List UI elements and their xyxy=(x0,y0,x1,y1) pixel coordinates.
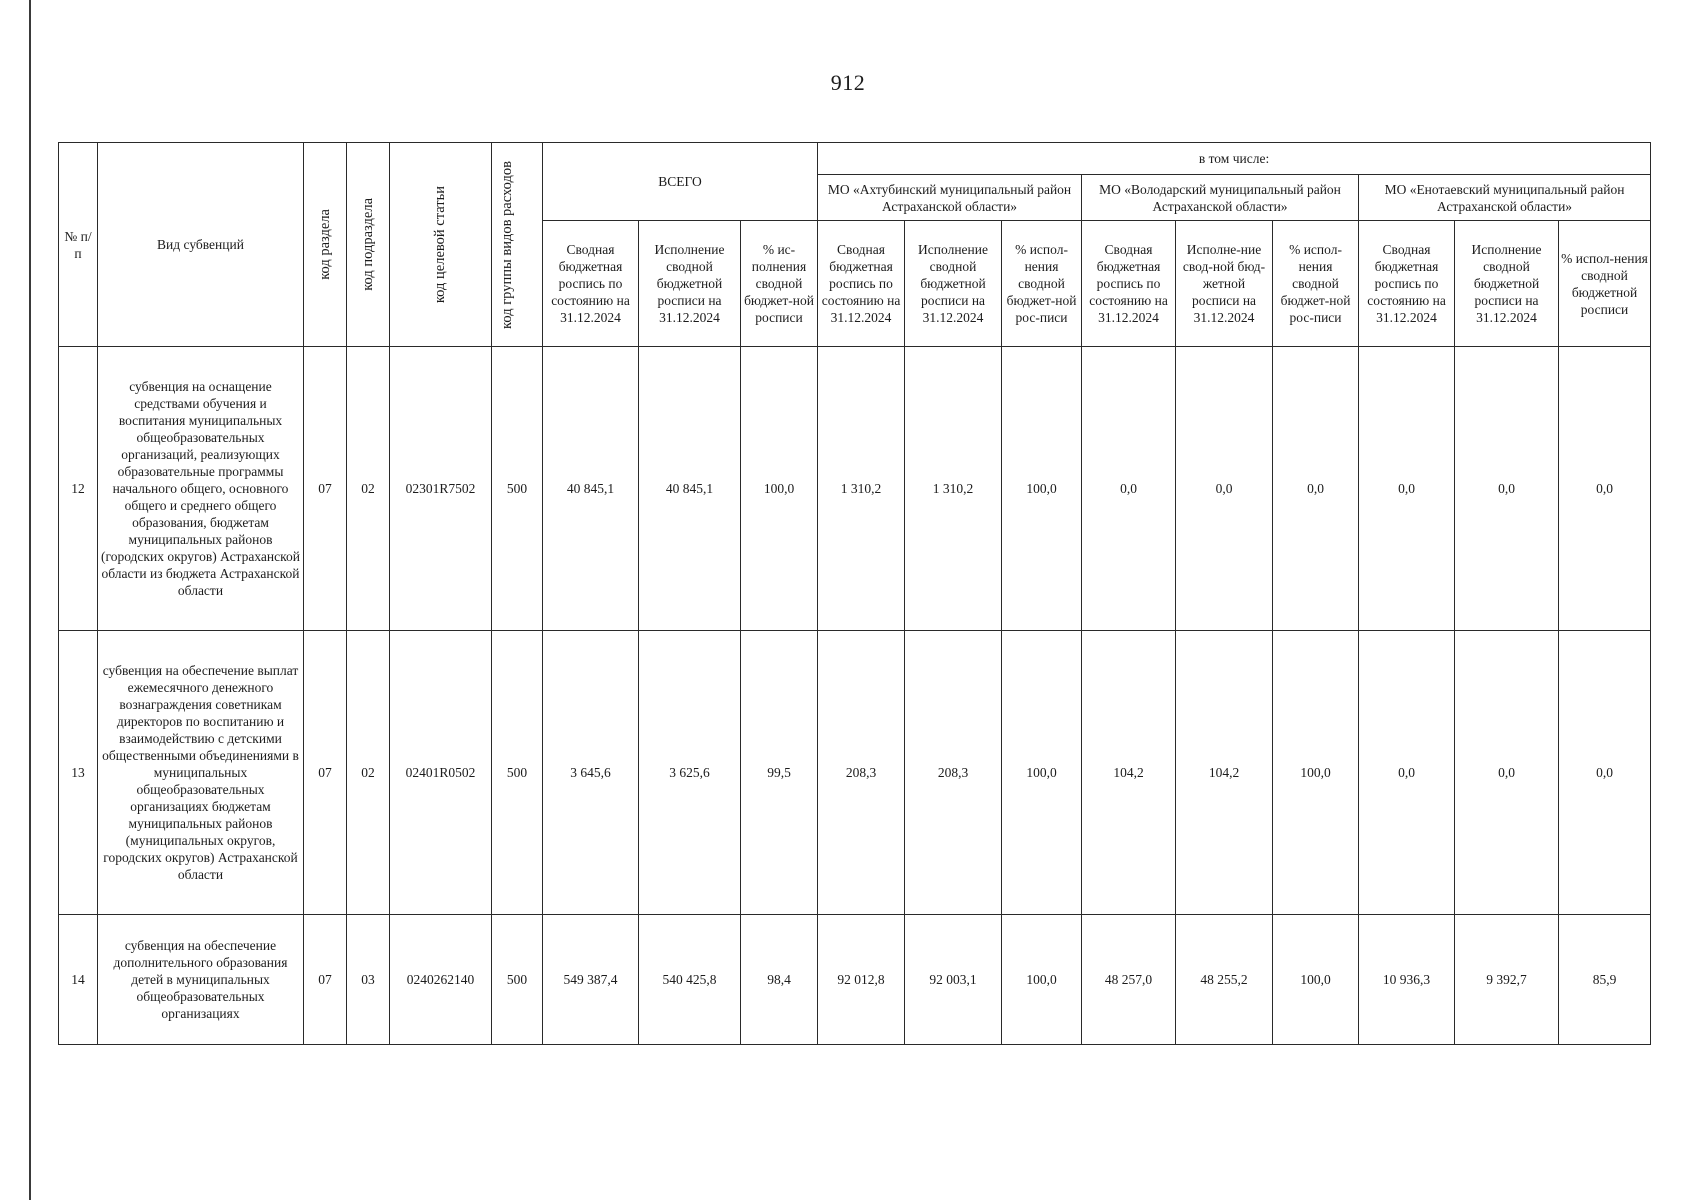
d1-planned: 208,3 xyxy=(818,631,905,915)
row-number: 13 xyxy=(59,631,98,915)
header-district-akhtubinsky: МО «Ахтубинский муниципальный район Астраханской области» xyxy=(818,175,1082,221)
d3-percent: 0,0 xyxy=(1559,347,1651,631)
header-d1-planned: Сводная бюджетная роспись по состоянию на 31.12.2024 xyxy=(818,221,905,347)
header-section-code: код раздела xyxy=(304,143,347,347)
d3-executed: 9 392,7 xyxy=(1455,915,1559,1045)
subvention-report-table xyxy=(58,142,1651,1045)
header-total: ВСЕГО xyxy=(543,143,818,221)
total-executed: 540 425,8 xyxy=(639,915,741,1045)
d1-percent: 100,0 xyxy=(1002,631,1082,915)
d2-percent: 0,0 xyxy=(1273,347,1359,631)
row-number: 12 xyxy=(59,347,98,631)
section-code: 07 xyxy=(304,347,347,631)
header-expense-group-code: код группы видов расходов xyxy=(492,143,543,347)
total-percent: 99,5 xyxy=(741,631,818,915)
subsection-code: 02 xyxy=(347,347,390,631)
binding-margin-line xyxy=(29,0,31,1200)
target-code: 0240262140 xyxy=(390,915,492,1045)
d3-executed: 0,0 xyxy=(1455,347,1559,631)
d2-executed: 0,0 xyxy=(1176,347,1273,631)
d2-percent: 100,0 xyxy=(1273,631,1359,915)
target-code: 02301R7502 xyxy=(390,347,492,631)
d3-percent: 85,9 xyxy=(1559,915,1651,1045)
d2-planned: 0,0 xyxy=(1082,347,1176,631)
header-row-number: № п/п xyxy=(59,143,98,347)
d2-executed: 104,2 xyxy=(1176,631,1273,915)
table-row xyxy=(59,915,1651,1045)
subvention-name: субвенция на обеспечение выплат ежемесячного денежного вознаграждения советникам директоров по воспитанию и взаимодействию с детскими общественными объединениями в муниципальных общеобразовательных организациях бюджетам муниципальных районов (муниципальных округов, городских округов) Астраханской области xyxy=(98,631,304,915)
d1-planned: 92 012,8 xyxy=(818,915,905,1045)
total-planned: 549 387,4 xyxy=(543,915,639,1045)
total-percent: 98,4 xyxy=(741,915,818,1045)
header-subsection-code: код подраздела xyxy=(347,143,390,347)
d3-planned: 0,0 xyxy=(1359,347,1455,631)
expense-group-code: 500 xyxy=(492,915,543,1045)
header-including: в том числе: xyxy=(818,143,1651,175)
subvention-name: субвенция на оснащение средствами обучения и воспитания муниципальных общеобразовательных организаций, реализующих образовательные программы начального общего, основного общего и среднего общего образования, бюджетам муниципальных районов (городских округов) Астраханской области из бюджета Астраханской области xyxy=(98,347,304,631)
header-d2-percent: % испол-нения сводной бюджет-ной рос-писи xyxy=(1273,221,1359,347)
header-d2-executed: Исполне-ние свод-ной бюд-жетной росписи на 31.12.2024 xyxy=(1176,221,1273,347)
d1-executed: 92 003,1 xyxy=(905,915,1002,1045)
header-row-1 xyxy=(59,143,1651,175)
header-district-enotaevsky: МО «Енотаевский муниципальный район Астраханской области» xyxy=(1359,175,1651,221)
d2-planned: 48 257,0 xyxy=(1082,915,1176,1045)
table-row xyxy=(59,631,1651,915)
d3-planned: 10 936,3 xyxy=(1359,915,1455,1045)
d3-planned: 0,0 xyxy=(1359,631,1455,915)
header-total-percent: % ис-полнения сводной бюджет-ной росписи xyxy=(741,221,818,347)
subsection-code: 03 xyxy=(347,915,390,1045)
header-total-planned: Сводная бюджетная роспись по состоянию на 31.12.2024 xyxy=(543,221,639,347)
d1-percent: 100,0 xyxy=(1002,347,1082,631)
total-executed: 3 625,6 xyxy=(639,631,741,915)
d1-executed: 208,3 xyxy=(905,631,1002,915)
header-d3-percent: % испол-нения сводной бюджетной росписи xyxy=(1559,221,1651,347)
section-code: 07 xyxy=(304,631,347,915)
table-row xyxy=(59,347,1651,631)
header-total-executed: Исполнение сводной бюджетной росписи на 31.12.2024 xyxy=(639,221,741,347)
header-d1-percent: % испол-нения сводной бюджет-ной рос-писи xyxy=(1002,221,1082,347)
d1-executed: 1 310,2 xyxy=(905,347,1002,631)
d2-percent: 100,0 xyxy=(1273,915,1359,1045)
section-code: 07 xyxy=(304,915,347,1045)
total-percent: 100,0 xyxy=(741,347,818,631)
expense-group-code: 500 xyxy=(492,631,543,915)
page-number: 912 xyxy=(830,70,866,95)
header-target-code: код целевой статьи xyxy=(390,143,492,347)
d3-percent: 0,0 xyxy=(1559,631,1651,915)
expense-group-code: 500 xyxy=(492,347,543,631)
d3-executed: 0,0 xyxy=(1455,631,1559,915)
header-d3-executed: Исполнение сводной бюджетной росписи на 31.12.2024 xyxy=(1455,221,1559,347)
d1-percent: 100,0 xyxy=(1002,915,1082,1045)
d1-planned: 1 310,2 xyxy=(818,347,905,631)
total-planned: 40 845,1 xyxy=(543,347,639,631)
subsection-code: 02 xyxy=(347,631,390,915)
target-code: 02401R0502 xyxy=(390,631,492,915)
header-subvention-type: Вид субвенций xyxy=(98,143,304,347)
row-number: 14 xyxy=(59,915,98,1045)
subvention-name: субвенция на обеспечение дополнительного образования детей в муниципальных общеобразовательных организациях xyxy=(98,915,304,1045)
header-district-volodarsky: МО «Володарский муниципальный район Астраханской области» xyxy=(1082,175,1359,221)
header-d3-planned: Сводная бюджетная роспись по состоянию на 31.12.2024 xyxy=(1359,221,1455,347)
header-d2-planned: Сводная бюджетная роспись по состоянию на 31.12.2024 xyxy=(1082,221,1176,347)
d2-planned: 104,2 xyxy=(1082,631,1176,915)
d2-executed: 48 255,2 xyxy=(1176,915,1273,1045)
total-planned: 3 645,6 xyxy=(543,631,639,915)
header-d1-executed: Исполнение сводной бюджетной росписи на 31.12.2024 xyxy=(905,221,1002,347)
total-executed: 40 845,1 xyxy=(639,347,741,631)
